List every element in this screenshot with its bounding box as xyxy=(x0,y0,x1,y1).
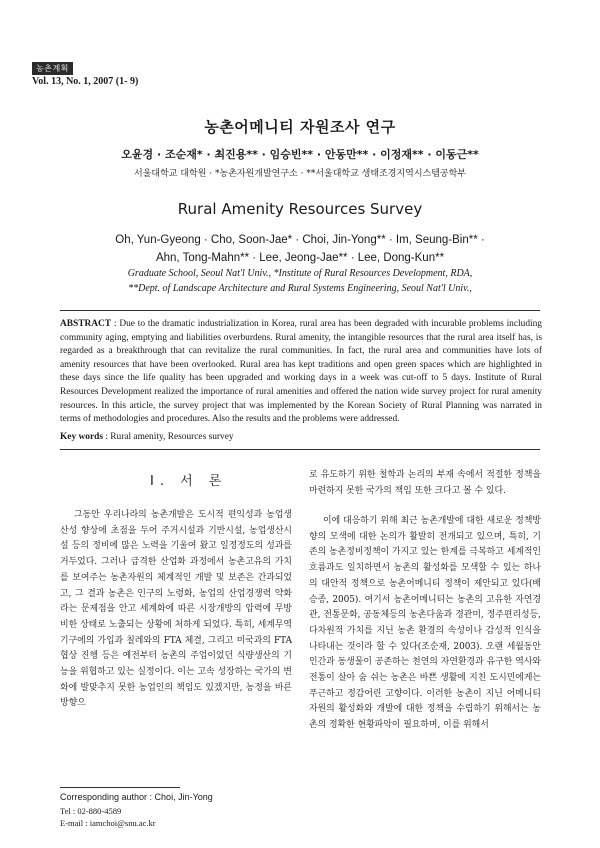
authors-korean: 오윤경 · 조순재* · 최진용** · 임승빈** · 안동만** · 이정재** · 이동근** xyxy=(121,148,479,161)
body-left-column xyxy=(60,508,292,712)
affiliation-english-line2: **Dept. of Landscape Architecture and Rural Systems Engineering, Seoul Nat'l Univ., xyxy=(128,283,472,294)
keywords-label: Key words xyxy=(60,432,103,442)
affiliation-korean: 서울대학교 대학원 · *농촌자원개발연구소 · **서울대학교 생태조경지역시스템공학부 xyxy=(134,169,466,179)
abstract-top-rule xyxy=(60,310,540,311)
authors-english-line2: Ahn, Tong-Mahn** · Lee, Jeong-Jae** · Lee, Dong-Kun** xyxy=(155,252,445,264)
body-right-column xyxy=(309,514,541,734)
footnote-email: E-mail : iamchoi@snu.ac.kr xyxy=(60,818,156,828)
footnote-rule xyxy=(60,787,180,788)
footnote-corresponding: Corresponding author : Choi, Jin-Yong xyxy=(60,792,213,802)
abstract-label: ABSTRACT xyxy=(60,319,112,329)
body-paragraph: 그동안 우리나라의 농촌개발은 도시적 편익성과 농업생산성 향상에 초점을 두어 주거시설과 기반시설, 농업생산시설 등의 정비에 많은 노력을 기울여 왔고 일정정도의 성과를 거두었다. 그러나 급격한 산업화 과정에서 농촌고유의 가치를 보여주는 농촌자원의 체계적인 개발 및 보존은 간과되었고, 그 결과 농촌은 인구의 노령화, 농업의 산업경쟁력 약화라는 문제점을 안고 세계화에 따른 시장개방의 압력에 무방비한 상태로 노출되는 상황에 처하게 되었다. 특히, 세계무역기구에의 가입과 칠레와의 FTA 체결, 그리고 미국과의 FTA 협상 진행 등은 예전부터 농촌의 주업이었던 식량생산의 기능을 위협하고 있는 실정이다. 이는 고속 성장하는 국가의 변화에 발맞추지 못한 농업인의 책임도 있겠지만, 농정을 바른 방향으 xyxy=(60,510,292,709)
affiliation-english-line1: Graduate School, Seoul Nat'l Univ., *Institute of Rural Resources Development, RDA, xyxy=(127,268,473,279)
footnote-tel: Tel : 02-880-4589 xyxy=(60,806,122,816)
keywords-block xyxy=(60,432,540,442)
section-heading: I. 서 론 xyxy=(150,474,228,489)
abstract-bottom-rule xyxy=(60,449,540,450)
abstract-text: : Due to the dramatic industrialization in Korea, rural area has been degraded with incurable problems including community aging, emptying and liabilities overburdens. Rural amenity, the intangible resources that the rural area itself has, is regarded as a breakthrough that can revitalize the rural communities. In fact, the rural area and communities have lots of amenity resources that have been overlooked. Rural area has kept traditions and open green spaces which are highlighted in these days since the life quality has been upgraded and working days in a week was cut-off to 5 days. Institute of Rural Resources Development realized the importance of rural amenities and offered the nation wide survey project for rural amenity resources. In this article, the survey project that was implemented by the Korean Society of Rural Planning was narrated in terms of methodologies and procedures. Also the results and the problems were addressed. xyxy=(60,319,542,425)
body-right-paragraph-2: 이에 대응하기 위해 최근 농촌개발에 대한 새로운 정책방향의 모색에 대한 논의가 활발히 전개되고 있으며, 특히, 기존의 농촌정비정책이 가지고 있는 한계를 극복하고 세계적인 흐름과도 일치하면서 농촌의 활성화를 모색할 수 있는 하나의 대안적 정책으로 농촌어메니티 정책이 제안되고 있다(배승종, 2005). 여기서 농촌어메니티는 농촌의 고유한 자연경관, 전통문화, 공동체등의 농촌다움과 경관미, 정주편리성등, 다차원적 가치를 지닌 농촌 환경의 속성이나 감성적 인식을 나타내는 것이라 할 수 있다(조순재, 2003). 오랜 세월동안 인간과 동생물이 공존하는 천연의 자연환경과 유구한 역사와 전통이 살아 숨 쉬는 농촌은 바쁜 생활에 지친 도시민에게는 푸근하고 정감어린 고향이다. 이러한 농촌이 지닌 어메니티 자원의 활성화와 개발에 대한 정책을 수립하기 위해서는 농촌의 정확한 현황파악이 필요하며, 이를 위해서 xyxy=(309,516,541,731)
keywords-text: : Rural amenity, Resources survey xyxy=(105,432,234,442)
volume-info: Vol. 13, No. 1, 2007 (1- 9) xyxy=(32,76,139,87)
title-english: Rural Amenity Resources Survey xyxy=(177,200,423,218)
authors-english-line1: Oh, Yun-Gyeong · Cho, Soon-Jae* · Choi, Jin-Yong** · Im, Seung-Bin** · xyxy=(115,234,485,246)
body-right-paragraph-1: 로 유도하기 위한 철학과 논리의 부재 속에서 적절한 정책을 마련하지 못한 국가의 책임 또한 크다고 볼 수 있다. xyxy=(309,470,541,496)
title-korean: 농촌어메니티 자원조사 연구 xyxy=(204,118,396,136)
abstract-block xyxy=(60,318,542,427)
journal-badge: 농촌계획 xyxy=(32,62,73,75)
